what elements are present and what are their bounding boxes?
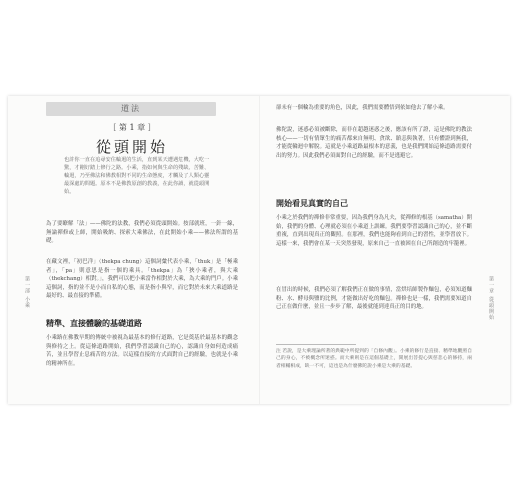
section-band: 道法 <box>46 102 216 116</box>
right-running-head: 第一章 從頭開始 <box>488 276 494 321</box>
left-section-heading: 精準、直接體驗的基礎道路 <box>46 318 142 328</box>
chapter-epigraph: 也許你一直在追尋安住輪迴的生活，直到某天遭遇危機，大吃一驚，才剛好踏上修行之路。小乘，指如何與生命的殘缺、苦難、輪迴，乃至佛法和佛教相對不同的生命態度，才觸及了人類心靈最深處的問題。原本不是佛教原創的教義，在此你讀，就從頭開始。 <box>64 157 210 195</box>
right-bracket-glyph: ] <box>145 123 151 132</box>
left-bracket-glyph: [ <box>113 123 119 132</box>
chapter-label <box>86 122 178 134</box>
left-paragraph-3: 小乘路在佛教早期的傳統中被視為最基本的修行道路，它是奠基於最基本的觀念與修持之上。從這條道路開始，我們學習認識自己的心，認識自身如何造成痛苦，並且學習止息痛苦的方法。以這樣直接的方式面對自己的經驗，也就是小乘的精神所在。 <box>46 335 238 367</box>
right-paragraph-3: 小乘之於我們的禪修非常重要，因為我們身為凡夫，從禪修的根基（samatha）開始，我們的身體、心理就必須在小乘道上訓練。我們要學習認識自己的心，並不斷重複，直到出現真正的觀照。在那裡，我們也能夠看到自己的習性，並學習放下。這樣一來，我們會在某一天突然發現，原來自己一直被困在自己所創造的牢籠裡。 <box>276 215 472 247</box>
left-paragraph-1: 為了要瞭解「法」——佛陀的法教，我們必須從頭開始。按部就班，一針一線，無論禪修或上師，開始吸納、探索大乘佛法，在此開始小乘——佛法所謂的基礎。 <box>46 221 238 245</box>
left-paragraph-2: 在藏文裡，「初巴洋」（thekpa chung）這個詞彙代表小乘，「thuk」是「極乘者」，「pa」則意思是指一個的乘具。「thekpa」為「狹小乘者，與大乘（thekchang）相對。」，我們可以把小乘當作相對於大乘，為大乘的門戶。小乘這個詞，指的並不是小而自私的心態，而是指小與窄，而它對於未來大乘道路是最好的、最直接的準備。 <box>46 259 238 300</box>
right-page <box>260 96 510 404</box>
chapter-title: 從頭開始 <box>95 138 168 156</box>
left-running-head: 第一部 小乘 <box>24 276 30 309</box>
right-section-heading: 開始看見真實的自己 <box>276 198 348 208</box>
footnote: 注 若說，是大乘理論所著的典範中所提到的「自修內觀」。小乘的修行是直接、精準地觀照自己的身心，不被概念所迷惑。而大乘則是在這個基礎上，開展出菩提心與慈悲心的修持，兩者相輔相成，缺一不可，這也是為什麼佛陀說小乘是大乘的基礎。 <box>276 349 472 369</box>
book-spread <box>8 96 510 404</box>
footnote-rule <box>276 344 356 345</box>
left-page <box>8 96 259 404</box>
right-paragraph-1: 卻未有一個輪為重要的角色，因此，我們需要體悟到依如他去了解小乘。 <box>276 105 449 111</box>
right-paragraph-4: 在冒出的時候，我們必須了解我們正在做的事情，當烘培師製作麵包，必須知道麵粉、水、酵母與鹽的比例，才能做出好吃的麵包。禪修也是一樣，我們需要知道自己正在做什麼，並且一步步了解，最後就能到達真正的目的地。 <box>276 287 472 311</box>
chapter-label-text: 第 1 章 <box>118 123 146 132</box>
right-paragraph-2: 佛陀說，迷惑必須被斷除，而非在超越迷惑之後，應該有所了證，這是佛陀的教法核心——一切有情眾生的痛苦都來自無明、貪欲、瞋恚與執著，只有體證到無我，才能從輪迴中解脫。這就是小乘道路最根本的意義，也是我們開始這條道路需要付出的努力。因此我們必須面對自己的經驗，而不是逃避它。 <box>276 127 472 159</box>
